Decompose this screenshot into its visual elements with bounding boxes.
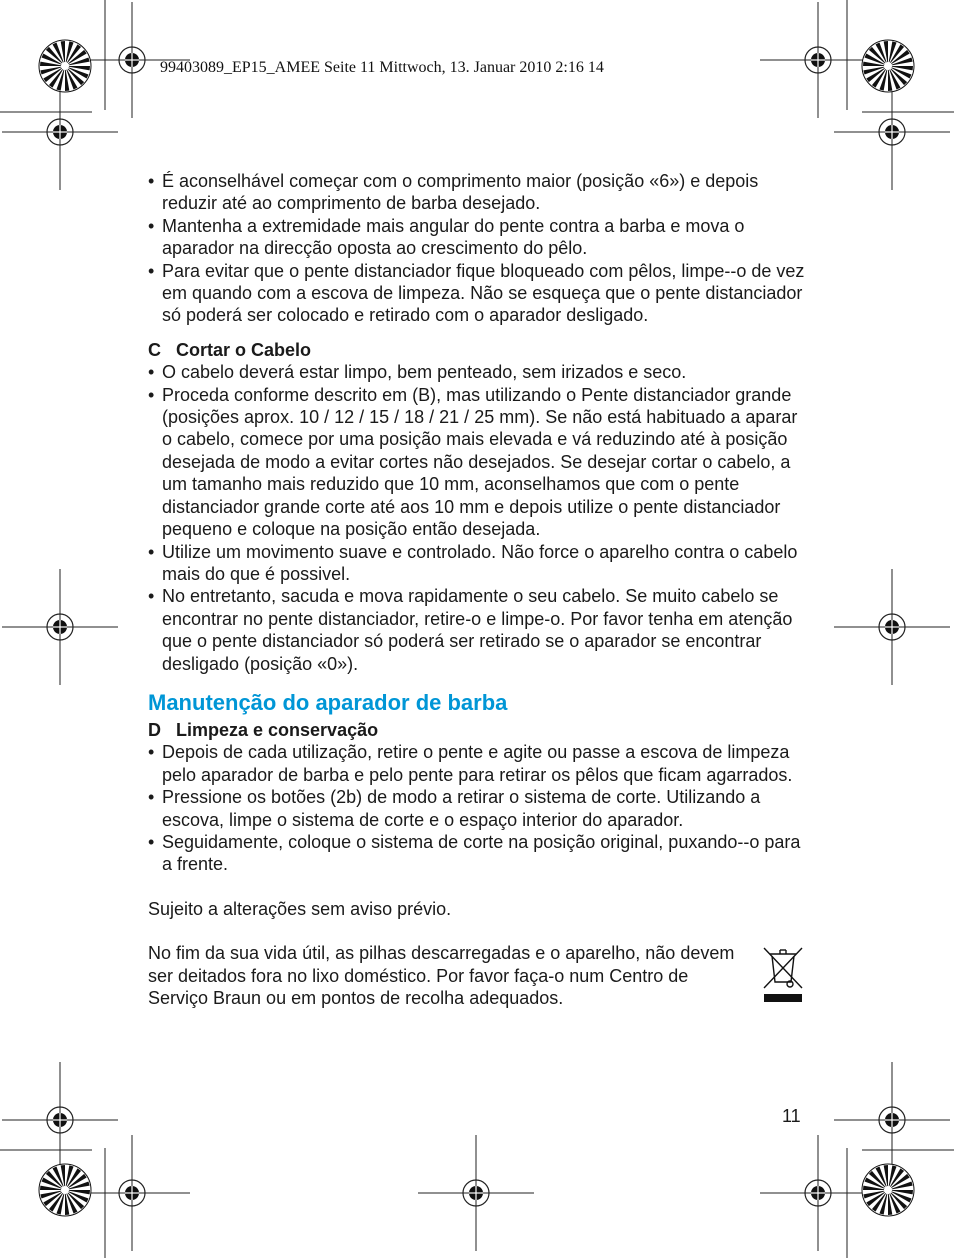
bullet-icon: • (148, 362, 155, 383)
crossed-out-wheelie-bin-icon (760, 944, 806, 1004)
list-item (148, 831, 808, 876)
section-c-list (148, 361, 808, 675)
maintenance-title: Manutenção do aparador de barba (148, 689, 508, 715)
list-item-text: É aconselhável começar com o comprimento maior (posição «6») e depois reduzir até ao comprimento de barba desejado. (162, 171, 759, 214)
list-item-text: Seguidamente, coloque o sistema de corte na posição original, puxando--o para a frente. (162, 831, 801, 875)
registration-mark (834, 1062, 950, 1178)
bullet-icon: • (148, 831, 155, 852)
list-item (148, 215, 808, 260)
registration-mark (418, 1135, 534, 1251)
bullet-icon: • (148, 541, 155, 562)
intro-list (148, 170, 808, 327)
notice-text: Sujeito a alterações sem aviso prévio. (148, 898, 452, 919)
section-title: Cortar o Cabelo (176, 339, 312, 360)
list-item (148, 741, 808, 786)
section-letter: C (148, 339, 161, 360)
bullet-icon: • (148, 171, 155, 191)
bullet-icon: • (148, 742, 155, 763)
list-item-text: No entretanto, sacuda e mova rapidamente o seu cabelo. Se muito cabelo se encontrar no pente distanciador, retire-o e limpe-o. Por favor tenha em atenção que o pente distanciador só poderá ser retirado se o aparador se encontrar desligado (posição «0»). (162, 586, 793, 674)
list-item (148, 170, 808, 215)
starburst-mark (862, 1164, 914, 1216)
bullet-icon: • (148, 215, 155, 236)
list-item-text: Depois de cada utilização, retire o pente e agite ou passe a escova de limpeza pelo aparador de barba e pelo pente para retirar os pêlos que ficam agarrados. (162, 742, 793, 785)
registration-mark (834, 569, 950, 685)
list-item (148, 541, 808, 586)
registration-mark (74, 1135, 190, 1251)
registration-mark (760, 1135, 876, 1251)
list-item (148, 786, 808, 831)
starburst-mark (39, 40, 91, 92)
list-item-text: O cabelo deverá estar limpo, bem penteado, sem irizados e seco. (162, 362, 687, 383)
section-heading-c (148, 339, 808, 361)
list-item-text: Mantenha a extremidade mais angular do pente contra a barba e mova o aparador na direcção oposta ao crescimento do pêlo. (162, 215, 745, 259)
section-title: Limpeza e conservação (176, 719, 379, 740)
list-item (148, 384, 808, 541)
section-d-list (148, 741, 808, 875)
registration-mark (760, 2, 876, 118)
section-heading-d (148, 719, 808, 741)
disposal-block (148, 942, 808, 1009)
bullet-icon: • (148, 787, 155, 808)
list-item (148, 585, 808, 675)
page-content (148, 170, 808, 1009)
starburst-mark (39, 1164, 91, 1216)
registration-mark (2, 569, 118, 685)
section-letter: D (148, 719, 161, 740)
bullet-icon: • (148, 384, 155, 405)
list-item (148, 361, 808, 383)
list-item-text: Para evitar que o pente distanciador fique bloqueado com pêlos, limpe--o de vez em quando com a escova de limpeza. Não se esqueça que o pente distanciador só poderá ser colocado e retirado com o aparador desligado. (162, 260, 805, 326)
bullet-icon: • (148, 260, 155, 281)
starburst-mark (862, 40, 914, 92)
disposal-text: No fim da sua vida útil, as pilhas descarregadas e o aparelho, não devem ser deitados fora no lixo doméstico. Por favor faça-o num Centro de Serviço Braun ou em pontos de recolha adequados. (148, 943, 735, 1008)
page-number: 11 (782, 1106, 801, 1126)
list-item (148, 260, 808, 327)
list-item-text: Pressione os botões (2b) de modo a retirar o sistema de corte. Utilizando a escova, limpe o sistema de corte e o espaço interior do aparador. (162, 787, 761, 830)
bullet-icon: • (148, 586, 155, 607)
registration-mark (2, 1062, 118, 1178)
print-slug: 99403089_EP15_AMEE Seite 11 Mittwoch, 13. Januar 2010 2:16 14 (160, 59, 604, 76)
list-item-text: Proceda conforme descrito em (B), mas utilizando o Pente distanciador grande (posições aprox. 10 / 12 / 15 / 18 / 21 / 25 mm). Se não está habituado a aparar o cabelo, comece por uma posição mais elevada e vá reduzindo até à posição desejada de modo a evitar cortes não desejados. Se desejar cortar o cabelo, a um tamanho mais reduzido que 10 mm, aconselhamos que com o pente distanciador grande corte até aos 10 mm e depois utilize o pente distanciador pequeno e coloque na posição então desejada. (162, 384, 798, 540)
list-item-text: Utilize um movimento suave e controlado. Não force o aparelho contra o cabelo mais do que é possivel. (162, 541, 798, 584)
